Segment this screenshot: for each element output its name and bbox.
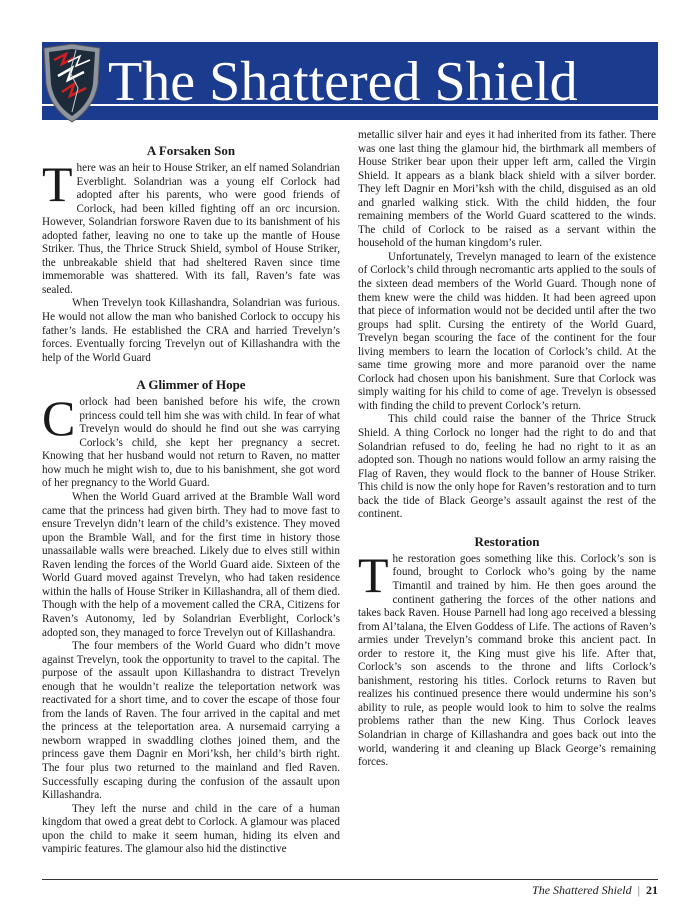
footer-separator: | bbox=[637, 883, 640, 897]
page-number: 21 bbox=[646, 883, 658, 897]
paragraph: This child could raise the banner of the Thrice Struck Shield. A thing Corlock no longer had the right to do and that Solandrian refused to do, feeling he had no right to it as an adopted son. Though no nations would follow an army raising the Flag of Raven, they would flock to the banner of House Striker. This child is now the only hope for Raven’s restoration and to turn back the tide of Black George’s assault against the rest of the continent. bbox=[358, 413, 656, 521]
section-heading: Restoration bbox=[474, 533, 540, 549]
drop-cap: T bbox=[358, 546, 389, 603]
left-column bbox=[42, 143, 340, 857]
right-column bbox=[358, 129, 656, 770]
paragraph: metallic silver hair and eyes it had inherited from its father. There was one last thing the glamour hid, the birthmark all members of House Striker bear upon their upper left arm, called the Virgin Shield. It appears as a blank black shield with a silver border. They left Dagnir en Mori’ksh with the child, disguised as an old and gnarled walking stick. With the child hidden, the four remaining members of the World Guard scattered to the winds. The child of Corlock to be raised as a servant within the household of the human kingdom’s ruler. bbox=[358, 129, 656, 250]
drop-cap: C bbox=[42, 390, 76, 447]
section-heading: A Glimmer of Hope bbox=[136, 377, 246, 393]
footer-rule bbox=[42, 879, 658, 880]
paragraph: When the World Guard arrived at the Bramble Wall word came that the princess had given birth. They had to move fast to ensure Trevelyn didn’t learn of the child’s existence. They moved upon the Bramble Wall, and for the first time in history those unassailable walls were breached. Likely due to elves still within Raven lending the forces of the World Guard aide. Sixteen of the World Guard moved against Trevelyn, who had taken residence within the halls of House Striker in Killashandra, all of them died. Though with the help of a movement called the CRA, Citizens for Raven’s Autonomy, led by Solandrian Everblight, Corlock’s adopted son, they managed to force Trevelyn out of Killashandra. bbox=[42, 491, 340, 639]
page-footer bbox=[532, 883, 658, 898]
paragraph: Corlock had been banished before his wife, the crown princess could tell him she was with child. In fear of what Trevelyn would do should he find out she was carrying Corlock’s child, she kept her pregnancy a secret. Knowing that her husband would not return to Raven, no matter how much he might wish to, due to his banishment, she got word of her pregnancy to the World Guard. bbox=[42, 390, 340, 490]
shattered-shield-icon bbox=[40, 42, 104, 124]
paragraph: The four members of the World Guard who didn’t move against Trevelyn, took the opportunity to travel to the capital. The purpose of the assault upon Killashandra to distract Trevelyn enough that he wouldn’t realize the teleportation network was reactivated for a short time, and to cover the escape of those four from the lands of Raven. The four arrived in the capital and met the princess at the teleportation area. A nursemaid carrying a newborn wrapped in swaddling clothes joined them, and the princess gave them Dagnir en Mori’ksh, her child’s birth right. The four plus two returned to the mainland and fled Raven. Successfully escaping during the confusion of the assault upon Killashandra. bbox=[42, 640, 340, 802]
drop-cap: T bbox=[42, 156, 73, 212]
section-heading: A Forsaken Son bbox=[146, 143, 236, 158]
paragraph: The restoration goes something like this. Corlock’s son is found, brought to Corlock who’s going by the name Timantil and trained by him. He then goes around the continent gathering the forces of the other nations and takes back Raven. House Parnell had long ago received a blessing from Al’talana, the Elven Goddess of Life. The actions of Raven’s armies under Trevelyn’s command broke this ancient pact. In order to restore it, the King must give his life. After that, Corlock’s son ascends to the throne and lifts Corlock’s banishment, restoring his titles. Corlock returns to Raven but realizes his continued presence there would undermine his son’s ability to rule, as people would look to him to solve the realms problems rather than the new King. Thus Corlock leaves Solandrian in charge of Killashandra and goes back out into the world, wandering it and cleaning up Black George’s remaining forces. bbox=[358, 546, 656, 769]
page-title: The Shattered Shield bbox=[108, 51, 578, 113]
footer-title: The Shattered Shield bbox=[532, 883, 632, 897]
paragraph: Unfortunately, Trevelyn managed to learn of the existence of Corlock’s child through necromantic arts applied to the souls of the sixteen dead members of the World Guard. Though none of them knew were the child was hidden. It had been agreed upon that piece of information would not be decided until after the two groups had split. Cursing the entirety of the World Guard, Trevelyn began scouring the face of the continent for the four living members to learn the location of Corlock’s child. At the same time growing more and more paranoid over the name Corlock had chosen upon his banishment. Sure that Corlock was simply waiting for his child to come of age. Trevelyn is obsessed with finding the child to prevent Corlock’s return. bbox=[358, 250, 656, 412]
paragraph: They left the nurse and child in the care of a human kingdom that owed a great debt to Corlock. A glamour was placed upon the child to make it seem human, hiding its elven and vampiric features. The glamour also hid the distinctive bbox=[42, 802, 340, 856]
paragraph: There was an heir to House Striker, an elf named Solandrian Everblight. Solandrian was a young elf Corlock had adopted after his parents, who were good friends of Corlock, had been killed fighting off an orc incursion. However, Solandrian forswore Raven due to its banishment of his adopted father, leaving no one to take up the mantle of House Striker. Thus, the Thrice Struck Shield, symbol of House Striker, the unbreakable shield that had sheltered Raven since time immemorable was shattered. With its fall, Raven’s fate was sealed. bbox=[42, 156, 340, 296]
paragraph: When Trevelyn took Killashandra, Solandrian was furious. He would not allow the man who banished Corlock to occupy his father’s lands. He established the CRA and harried Trevelyn’s forces. Eventually forcing Trevelyn out of Killashandra with the help of the World Guard bbox=[42, 297, 340, 364]
